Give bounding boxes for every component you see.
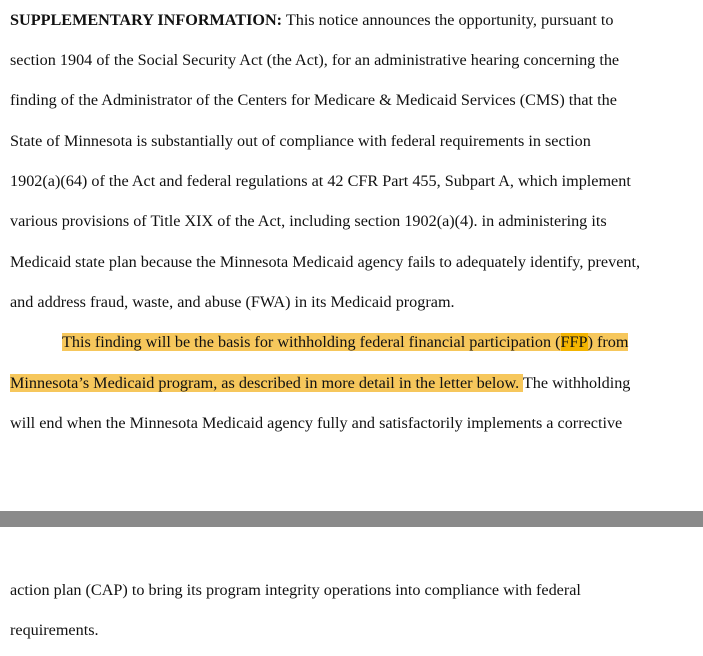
document-page-2	[0, 527, 703, 656]
paragraph-1-line-4: State of Minnesota is substantially out of compliance with federal requirements in section	[10, 132, 591, 150]
paragraph-1-line-5: 1902(a)(64) of the Act and federal regulations at 42 CFR Part 455, Subpart A, which implement	[10, 172, 631, 190]
highlighted-acronym: FFP	[560, 333, 588, 351]
paragraph-2-line-1	[62, 331, 628, 353]
page-2-line-1: action plan (CAP) to bring its program integrity operations into compliance with federal	[10, 581, 581, 599]
highlighted-text-end: ) from	[587, 333, 629, 351]
highlighted-text-continued: Minnesota’s Medicaid program, as described in more detail in the letter below.	[10, 374, 523, 392]
page-2-line-2: requirements.	[10, 621, 99, 639]
section-heading: SUPPLEMENTARY INFORMATION:	[10, 11, 283, 29]
paragraph-2-line-3: will end when the Minnesota Medicaid agency fully and satisfactorily implements a corrective	[10, 414, 623, 432]
paragraph-2-text: The withholding	[522, 374, 631, 392]
highlighted-text: This finding will be the basis for withholding federal financial participation (	[62, 333, 561, 351]
paragraph-2-line-2	[10, 372, 630, 394]
paragraph-1-line-8: and address fraud, waste, and abuse (FWA) in its Medicaid program.	[10, 293, 455, 311]
paragraph-1-text: This notice announces the opportunity, pursuant to	[282, 11, 614, 29]
paragraph-1-line-6: various provisions of Title XIX of the Act, including section 1902(a)(4). in administering its	[10, 212, 607, 230]
paragraph-1-line-3: finding of the Administrator of the Centers for Medicare & Medicaid Services (CMS) that the	[10, 91, 617, 109]
page-break-separator	[0, 511, 703, 527]
paragraph-1-line-2: section 1904 of the Social Security Act (the Act), for an administrative hearing concerning the	[10, 51, 620, 69]
paragraph-1-line-7: Medicaid state plan because the Minnesota Medicaid agency fails to adequately identify, prevent,	[10, 253, 641, 271]
paragraph-1-line-1	[10, 9, 613, 31]
